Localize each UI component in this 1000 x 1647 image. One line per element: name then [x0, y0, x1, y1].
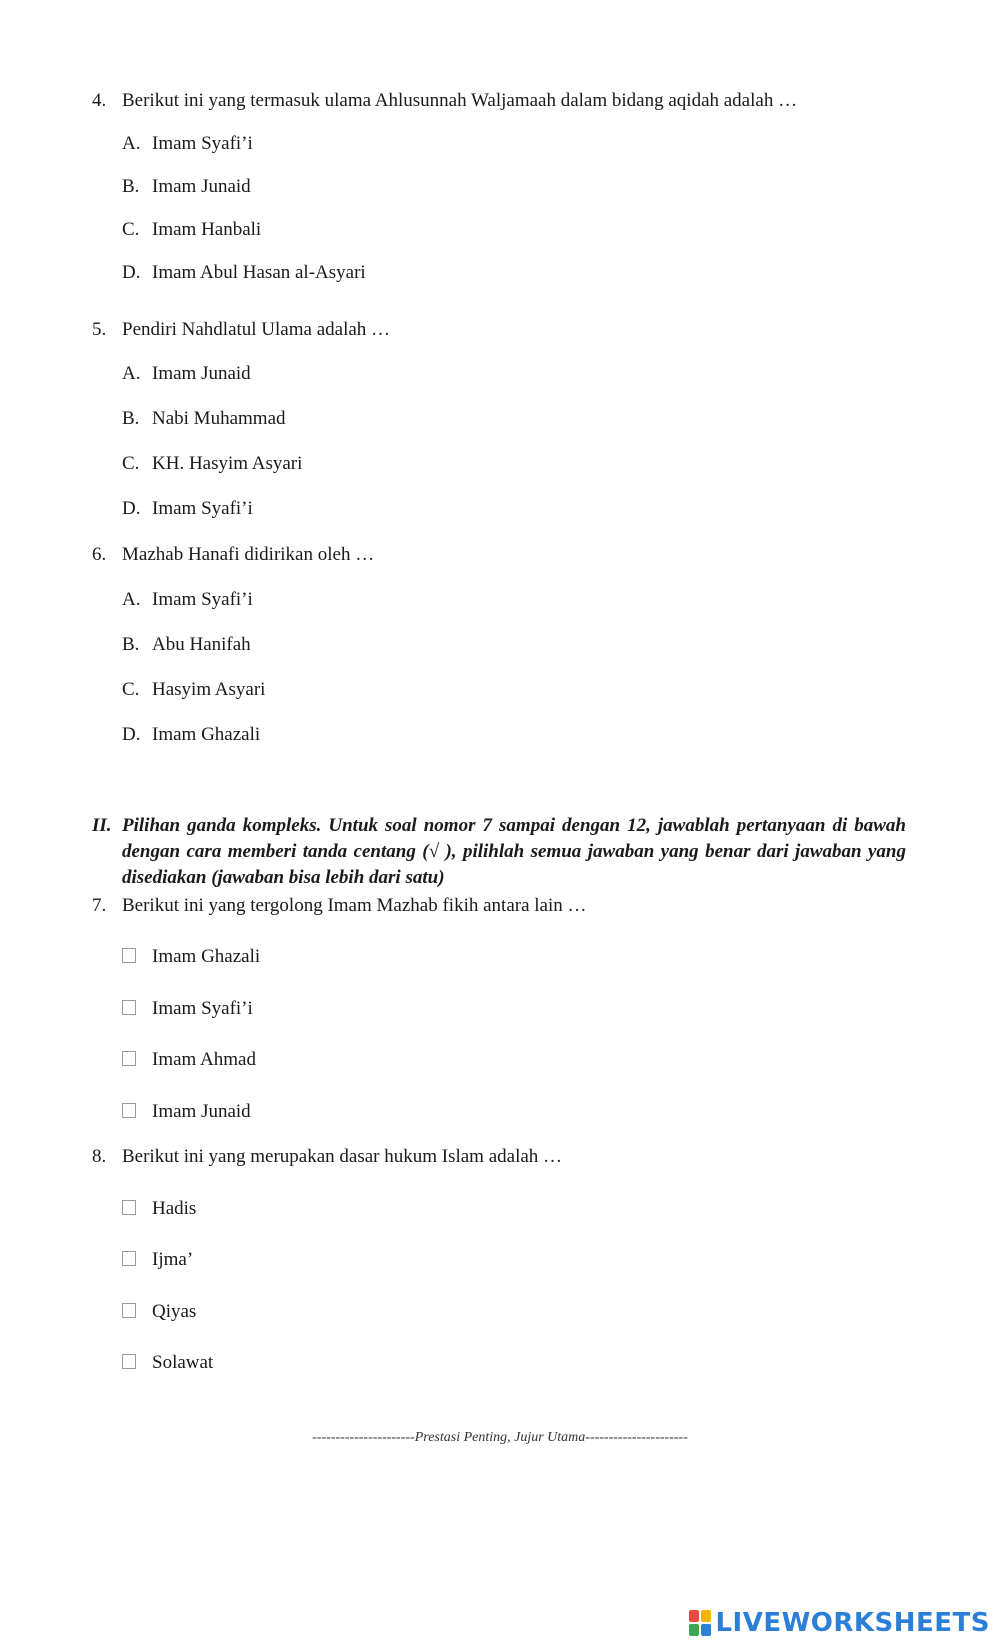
- option-5d[interactable]: [122, 498, 253, 520]
- option-4b[interactable]: [122, 176, 251, 198]
- option-letter: A.: [122, 589, 141, 610]
- option-letter: A.: [122, 133, 141, 154]
- checkbox-option[interactable]: [122, 1198, 196, 1220]
- logo-square: [689, 1610, 699, 1622]
- checkbox-option[interactable]: [122, 998, 253, 1020]
- checkbox-option[interactable]: [122, 1101, 251, 1123]
- checkbox-label: Imam Ahmad: [152, 1049, 256, 1070]
- option-letter: B.: [122, 176, 140, 197]
- option-5b[interactable]: [122, 408, 286, 430]
- option-text: Hasyim Asyari: [152, 679, 266, 700]
- brand-wordmark: LIVEWORKSHEETS: [715, 1608, 990, 1638]
- section-instruction-text: Pilihan ganda kompleks. Untuk soal nomor 7 sampai dengan 12, jawablah pertanyaan di bawah dengan cara memberi tanda centang (√ ), pilihlah semua jawaban yang benar dari jawaban yang disediakan (jawaban bisa lebih dari satu): [122, 815, 906, 888]
- option-text: Abu Hanifah: [152, 634, 251, 655]
- question-text: Berikut ini yang termasuk ulama Ahlusunnah Waljamaah dalam bidang aqidah adalah …: [122, 90, 798, 111]
- checkbox[interactable]: [122, 1303, 136, 1318]
- question-4: [92, 90, 797, 112]
- logo-grid-icon: [689, 1610, 711, 1636]
- logo-square: [689, 1624, 699, 1636]
- checkbox[interactable]: [122, 1103, 136, 1118]
- checkbox[interactable]: [122, 1251, 136, 1266]
- question-5: [92, 319, 390, 341]
- question-6: [92, 544, 374, 566]
- option-letter: B.: [122, 634, 140, 655]
- option-6b[interactable]: [122, 634, 251, 656]
- option-letter: A.: [122, 363, 141, 384]
- checkbox-option[interactable]: [122, 1249, 193, 1271]
- question-number: 6.: [92, 544, 107, 565]
- option-letter: D.: [122, 498, 141, 519]
- checkbox[interactable]: [122, 1051, 136, 1066]
- option-letter: D.: [122, 724, 141, 745]
- checkbox-label: Solawat: [152, 1352, 214, 1373]
- checkbox[interactable]: [122, 1354, 136, 1369]
- question-text: Berikut ini yang merupakan dasar hukum Islam adalah …: [122, 1146, 563, 1167]
- option-text: Imam Syafi’i: [152, 498, 253, 519]
- checkbox[interactable]: [122, 1000, 136, 1015]
- option-text: Imam Junaid: [152, 363, 251, 384]
- section-ii-instructions: [92, 813, 906, 891]
- question-text: Berikut ini yang tergolong Imam Mazhab fikih antara lain …: [122, 895, 587, 916]
- logo-square: [701, 1624, 711, 1636]
- option-6c[interactable]: [122, 679, 265, 701]
- option-4c[interactable]: [122, 219, 261, 241]
- question-number: 5.: [92, 319, 107, 340]
- checkbox-label: Qiyas: [152, 1301, 197, 1322]
- option-text: Imam Syafi’i: [152, 589, 253, 610]
- checkbox-label: Imam Ghazali: [152, 946, 261, 967]
- checkbox-option[interactable]: [122, 1352, 213, 1374]
- checkbox-label: Ijma’: [152, 1249, 194, 1270]
- option-letter: C.: [122, 219, 140, 240]
- option-text: KH. Hasyim Asyari: [152, 453, 303, 474]
- checkbox-label: Imam Junaid: [152, 1101, 251, 1122]
- option-6d[interactable]: [122, 724, 260, 746]
- question-number: 7.: [92, 895, 107, 916]
- liveworksheets-logo[interactable]: [689, 1608, 990, 1638]
- option-text: Imam Junaid: [152, 176, 251, 197]
- checkbox-label: Imam Syafi’i: [152, 998, 253, 1019]
- option-text: Nabi Muhammad: [152, 408, 286, 429]
- option-letter: D.: [122, 262, 141, 283]
- checkbox-label: Hadis: [152, 1198, 197, 1219]
- question-text: Pendiri Nahdlatul Ulama adalah …: [122, 319, 391, 340]
- option-4a[interactable]: [122, 133, 253, 155]
- option-5c[interactable]: [122, 453, 302, 475]
- logo-square: [701, 1610, 711, 1622]
- option-text: Imam Syafi’i: [152, 133, 253, 154]
- option-text: Imam Ghazali: [152, 724, 261, 745]
- question-number: 8.: [92, 1146, 107, 1167]
- page-footer: ----------------------Prestasi Penting, Jujur Utama----------------------: [312, 1430, 688, 1445]
- checkbox-option[interactable]: [122, 1049, 256, 1071]
- question-7: [92, 895, 587, 917]
- option-5a[interactable]: [122, 363, 251, 385]
- checkbox[interactable]: [122, 1200, 136, 1215]
- question-number: 4.: [92, 90, 107, 111]
- option-6a[interactable]: [122, 589, 253, 611]
- option-letter: C.: [122, 679, 140, 700]
- option-letter: C.: [122, 453, 140, 474]
- option-text: Imam Hanbali: [152, 219, 262, 240]
- option-text: Imam Abul Hasan al-Asyari: [152, 262, 366, 283]
- option-letter: B.: [122, 408, 140, 429]
- checkbox-option[interactable]: [122, 946, 260, 968]
- question-text: Mazhab Hanafi didirikan oleh …: [122, 544, 375, 565]
- question-8: [92, 1146, 562, 1168]
- checkbox-option[interactable]: [122, 1301, 196, 1323]
- checkbox[interactable]: [122, 948, 136, 963]
- option-4d[interactable]: [122, 262, 366, 284]
- section-numeral: II.: [92, 815, 112, 836]
